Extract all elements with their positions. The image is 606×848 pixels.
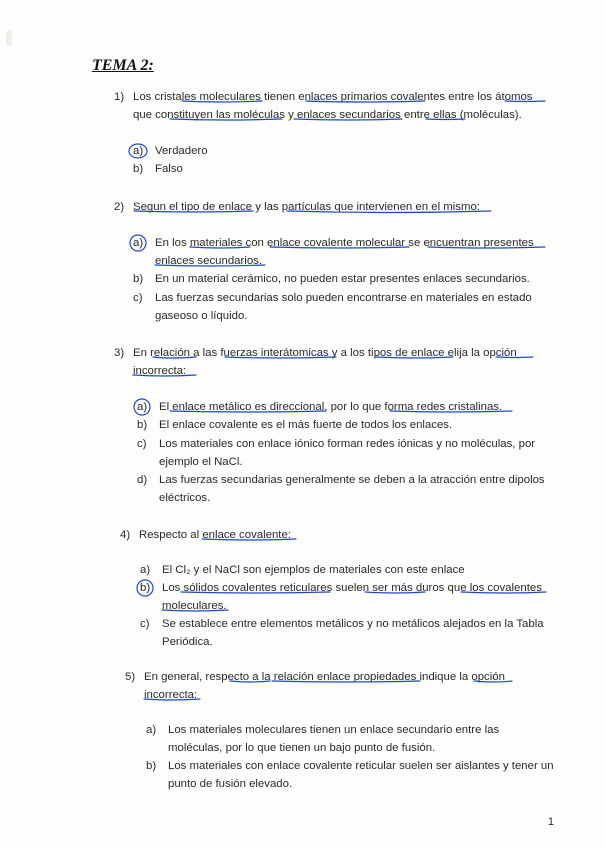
option-text: El enlace covalente es el más fuerte de todos los enlaces. [159, 419, 453, 431]
option-letter: c) [137, 438, 147, 450]
question-text-line: En general, respecto a la relación enlace propiedades indique la opción [144, 671, 505, 683]
option-text: Se establece entre elementos metálicos y no metálicos alejados en la Tabla [162, 618, 544, 630]
question-3 [114, 345, 517, 361]
option-letter: a) [140, 564, 151, 576]
option-letter: b) [133, 163, 144, 175]
question-5 [125, 669, 505, 685]
option-text: El enlace metálico es direccional, por lo que forma redes cristalinas. [159, 401, 503, 413]
option-letter: a) [146, 724, 157, 736]
option-text: En los materiales con enlace covalente molecular se encuentran presentes [155, 237, 534, 249]
option-3a [137, 399, 502, 415]
option-text: Verdadero [155, 145, 208, 157]
option-text-continued: eléctricos. [159, 492, 211, 504]
option-text: Los materiales con enlace covalente reticular suelen ser aislantes y tener un [168, 760, 554, 772]
option-letter: a) [133, 145, 144, 157]
question-4 [120, 527, 291, 543]
option-4a [140, 562, 465, 578]
question-number: 5) [125, 671, 136, 683]
scan-speck [6, 30, 12, 46]
option-letter: b) [140, 582, 151, 594]
option-letter: b) [146, 760, 157, 772]
question-text-line: incorrecta: [133, 365, 187, 377]
option-text: El Cl₂ y el NaCl son ejemplos de materiales con este enlace [162, 564, 465, 576]
question-text-line: Los cristales moleculares tienen enlaces primarios covalentes entre los átomos [133, 91, 533, 103]
question-text-line: que constituyen las moléculas y enlaces secundarios entre ellas (moléculas). [133, 109, 522, 121]
option-text-continued: moleculares. [162, 600, 227, 612]
option-text-continued: gaseoso o líquido. [155, 310, 248, 322]
page-number: 1 [547, 816, 554, 828]
option-letter: a) [133, 237, 144, 249]
option-text-continued: Periódica. [162, 636, 213, 648]
option-letter: b) [133, 273, 144, 285]
page-title: TEMA 2: [92, 57, 154, 74]
option-2c [133, 290, 532, 306]
question-1 [114, 89, 533, 105]
question-number: 3) [114, 347, 125, 359]
option-4c [140, 616, 544, 632]
option-text: Las fuerzas secundarias solo pueden encontrarse en materiales en estado [155, 292, 532, 304]
option-text: Los materiales con enlace iónico forman redes iónicas y no moléculas, por [159, 438, 536, 450]
option-4b [140, 580, 542, 596]
question-2 [114, 199, 480, 215]
question-text-line: En relación a las fuerzas interátomicas y a los tipos de enlace elija la opción [133, 347, 517, 359]
option-text: Las fuerzas secundarias generalmente se deben a la atracción entre dipolos [159, 474, 545, 486]
option-text: Falso [155, 163, 183, 175]
option-letter: b) [137, 419, 148, 431]
option-text: En un material cerámico, no pueden estar presentes enlaces secundarios. [155, 273, 530, 285]
question-number: 1) [114, 91, 125, 103]
option-5b [146, 758, 554, 774]
option-text-continued: moléculas, por lo que tienen un bajo punto de fusión. [168, 742, 436, 754]
question-number: 2) [114, 201, 125, 213]
option-3d [137, 472, 545, 488]
option-text-continued: ejemplo el NaCl. [159, 456, 243, 468]
option-text: Los materiales moleculares tienen un enlace secundario entre las [168, 724, 500, 736]
option-letter: c) [140, 618, 150, 630]
question-text-line: incorrecta: [144, 689, 198, 701]
option-1a [133, 143, 208, 159]
option-2b [133, 271, 530, 287]
option-letter: d) [137, 474, 148, 486]
question-text-line: Segun el tipo de enlace y las partículas que intervienen en el mismo: [133, 201, 480, 213]
option-text-continued: enlaces secundarios. [155, 255, 263, 267]
option-1b [133, 161, 183, 177]
question-text-line: Respecto al enlace covalente: [139, 529, 291, 541]
option-text: Los sólidos covalentes reticulares suelen ser más duros que los covalentes [162, 582, 542, 594]
option-3c [137, 436, 535, 452]
option-3b [137, 417, 452, 433]
option-letter: c) [133, 292, 143, 304]
option-5a [146, 722, 499, 738]
option-letter: a) [137, 401, 148, 413]
option-2a [133, 235, 534, 251]
option-text-continued: punto de fusión elevado. [168, 778, 293, 790]
question-number: 4) [120, 529, 131, 541]
